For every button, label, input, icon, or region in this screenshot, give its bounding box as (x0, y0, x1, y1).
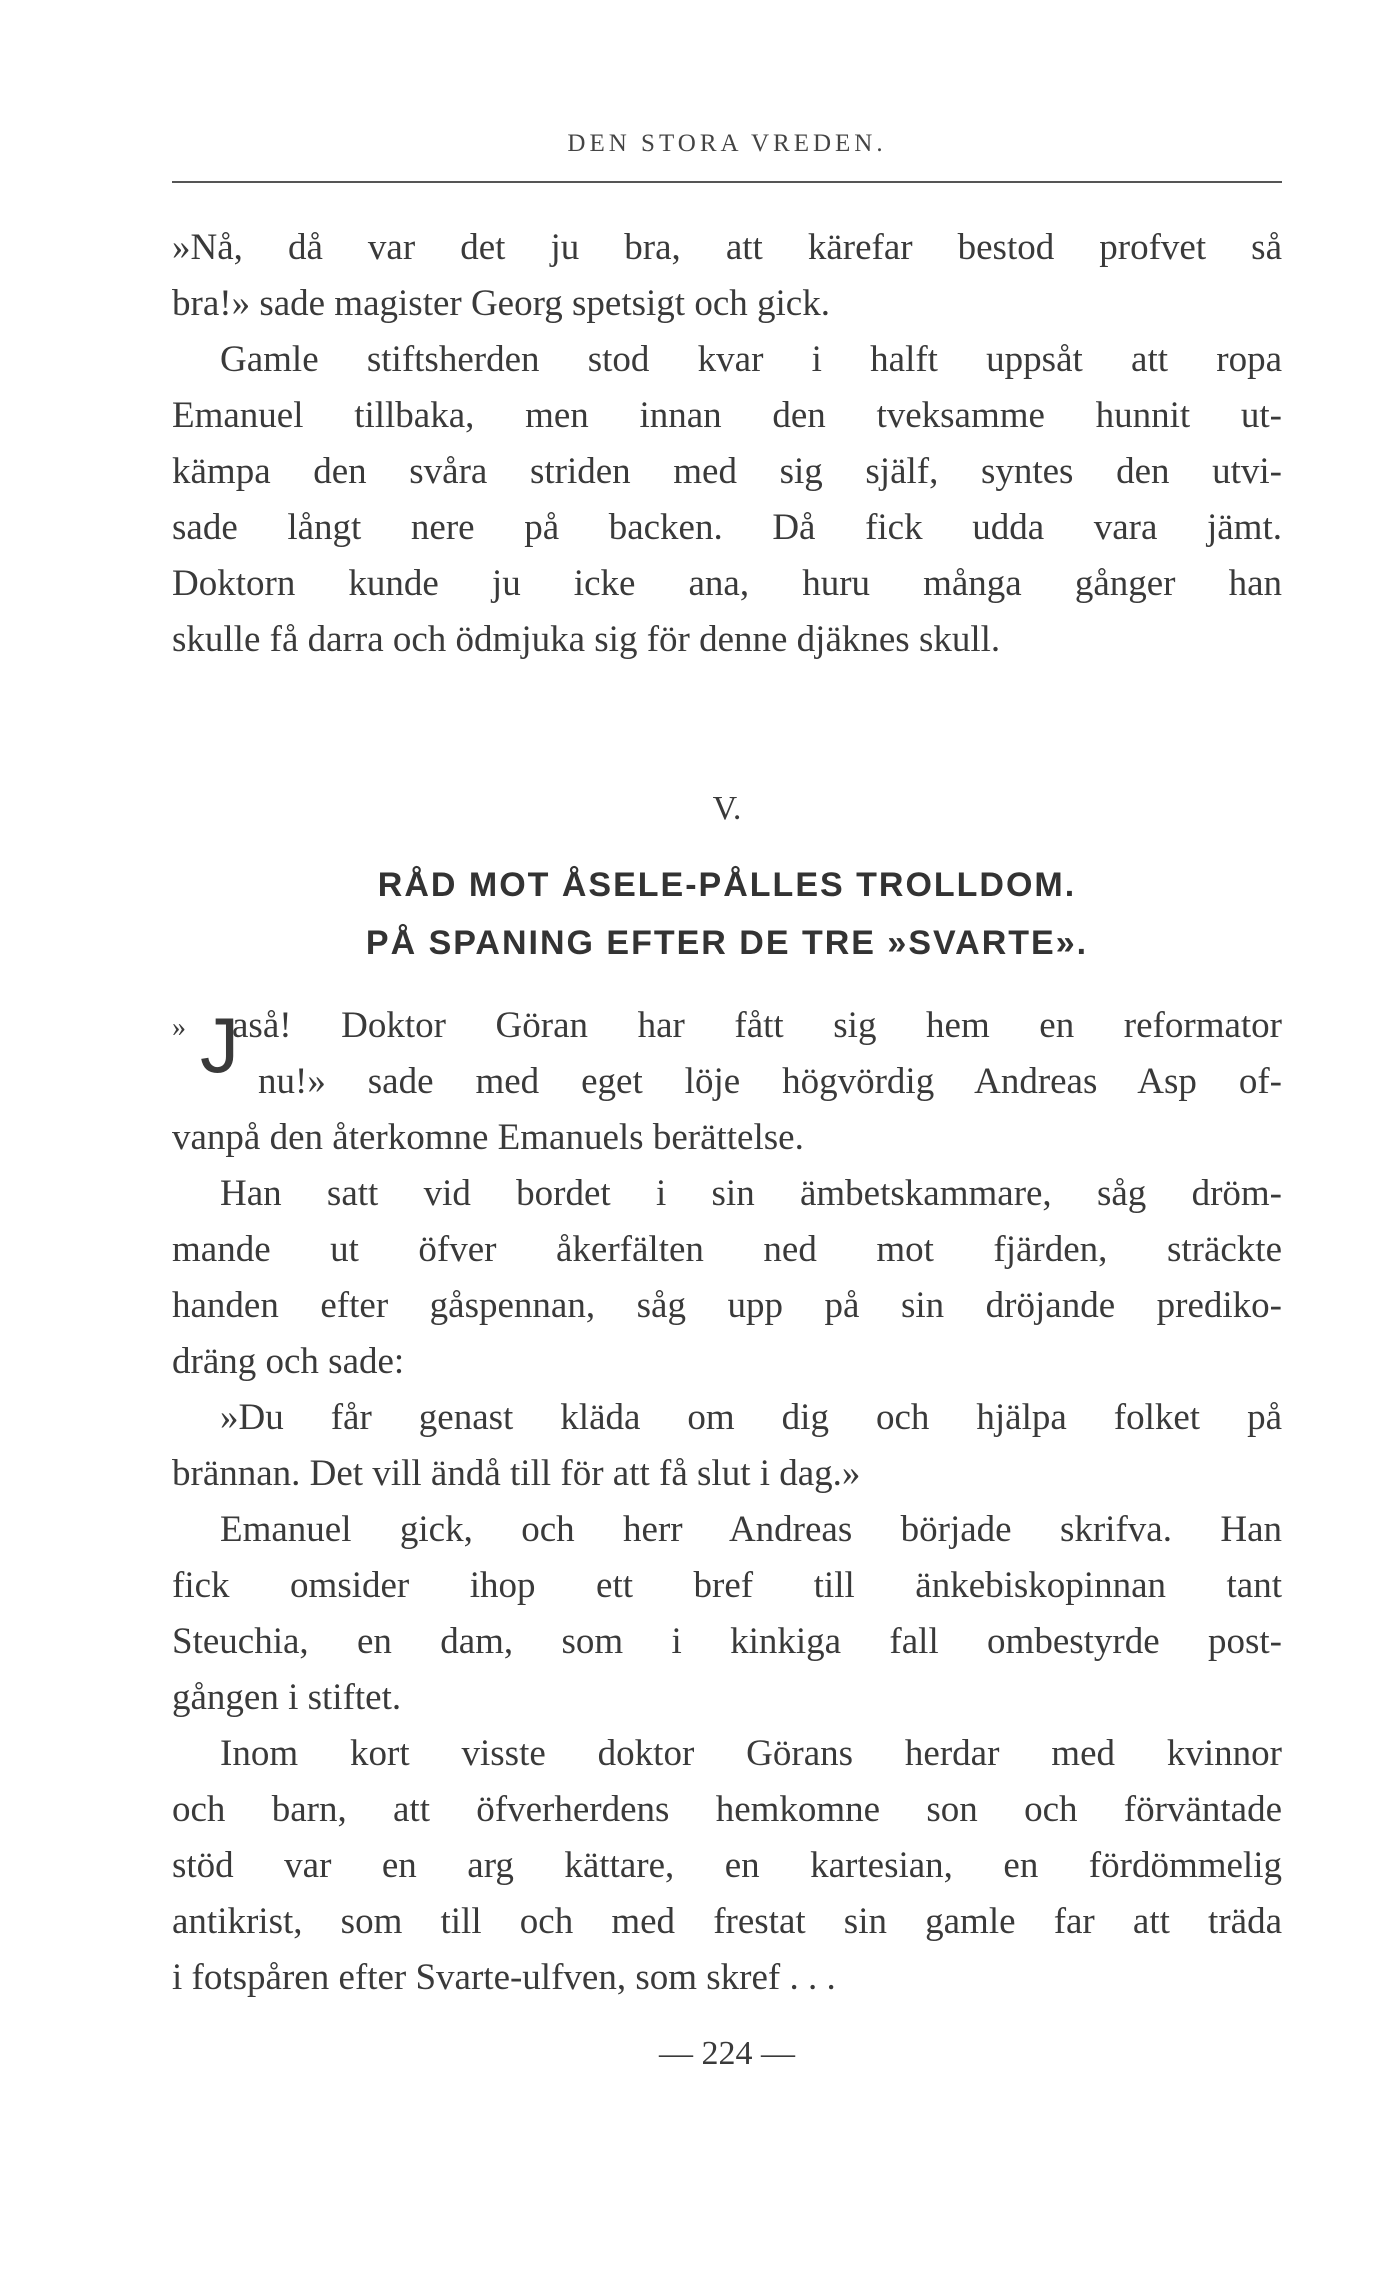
text-line: stöd var en arg kättare, en kartesian, en fördömmelig (172, 1845, 1282, 1886)
page-number: — 224 — (659, 2035, 795, 2072)
chapter-title-line-2: PÅ SPANING EFTER DE TRE »SVARTE». (365, 924, 1089, 962)
text-line: och barn, att öfverherdens hemkomne son och förväntade (172, 1789, 1282, 1830)
text-line: dräng och sade: (172, 1341, 405, 1382)
opening-quote-mark: » (172, 1012, 186, 1043)
text-line: Doktorn kunde ju icke ana, huru många gånger han (172, 563, 1282, 604)
text-line: vanpå den återkomne Emanuels berättelse. (172, 1117, 804, 1158)
text-line: fick omsider ihop ett bref till änkebiskopinnan tant (172, 1565, 1282, 1606)
text-line: bra!» sade magister Georg spetsigt och gick. (172, 283, 830, 324)
text-line: aså! Doktor Göran har fått sig hem en reformator (232, 1005, 1282, 1046)
drop-cap: J (200, 1001, 239, 1089)
text-line: brännan. Det vill ändå till för att få slut i dag.» (172, 1453, 861, 1494)
text-line: Emanuel gick, och herr Andreas började skrifva. Han (220, 1509, 1282, 1550)
text-line: nu!» sade med eget löje högvördig Andreas Asp of- (258, 1061, 1282, 1102)
text-line: »Du får genast kläda om dig och hjälpa folket på (220, 1397, 1282, 1438)
text-line: gången i stiftet. (172, 1677, 402, 1718)
text-line: »Nå, då var det ju bra, att kärefar bestod profvet så (172, 227, 1282, 268)
text-line: Emanuel tillbaka, men innan den tveksamme hunnit ut- (172, 395, 1282, 436)
running-head: DEN STORA VREDEN. (567, 130, 887, 157)
header-rule (172, 181, 1282, 183)
text-line: antikrist, som till och med frestat sin gamle far att träda (172, 1901, 1282, 1942)
chapter-title-line-1: RÅD MOT ÅSELE-PÅLLES TROLLDOM. (377, 866, 1077, 904)
text-line: Inom kort visste doktor Görans herdar med kvinnor (220, 1733, 1282, 1774)
text-line: skulle få darra och ödmjuka sig för denne djäknes skull. (172, 619, 1001, 660)
text-line: kämpa den svåra striden med sig själf, syntes den utvi- (172, 451, 1282, 492)
text-line: mande ut öfver åkerfälten ned mot fjärden, sträckte (172, 1229, 1282, 1270)
text-line: sade långt nere på backen. Då fick udda vara jämt. (172, 507, 1282, 548)
text-line: i fotspåren efter Svarte-ulfven, som skref . . . (172, 1957, 836, 1998)
chapter-number: V. (712, 790, 742, 827)
text-line: handen efter gåspennan, såg upp på sin dröjande prediko- (172, 1285, 1282, 1326)
book-page (172, 0, 1282, 2286)
text-line: Han satt vid bordet i sin ämbetskammare, såg dröm- (220, 1173, 1282, 1214)
text-line: Gamle stiftsherden stod kvar i halft uppsåt att ropa (220, 339, 1282, 380)
text-line: Steuchia, en dam, som i kinkiga fall ombestyrde post- (172, 1621, 1282, 1662)
